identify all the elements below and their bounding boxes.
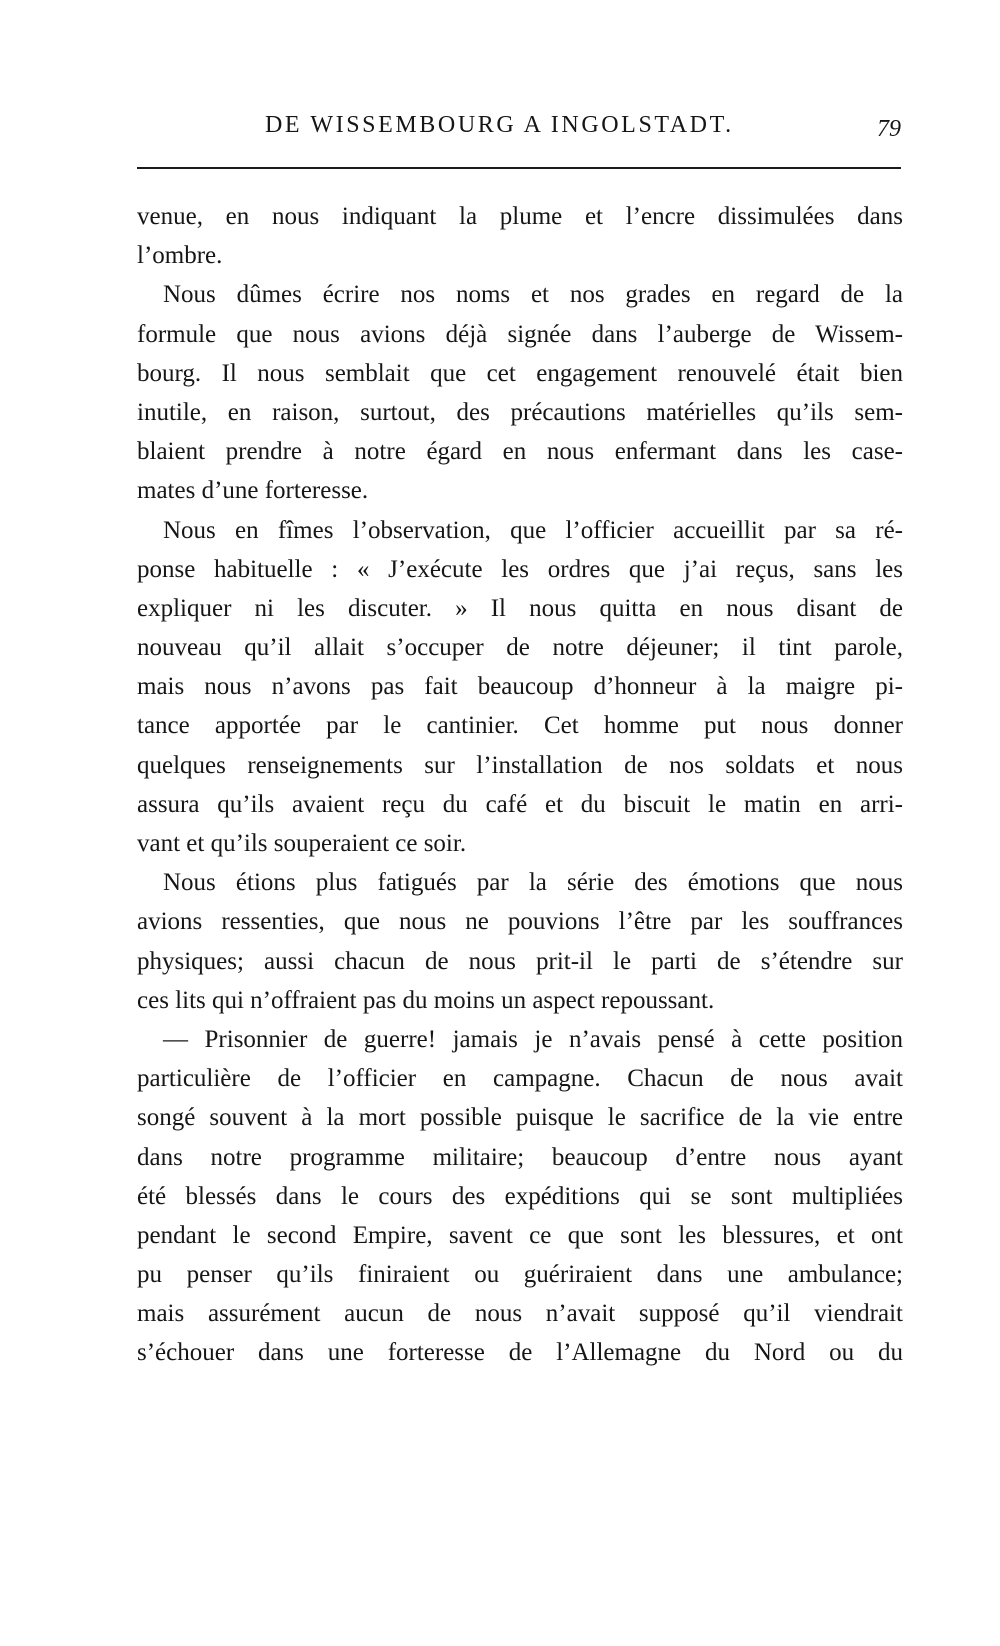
text-line: mais nous n’avons pas fait beaucoup d’honneur à la maigre pi- bbox=[137, 673, 903, 701]
text-line: vant et qu’ils souperaient ce soir. bbox=[137, 830, 467, 857]
text-line: Nous dûmes écrire nos noms et nos grades en regard de la bbox=[163, 281, 903, 309]
text-line: venue, en nous indiquant la plume et l’encre dissimulées dans bbox=[137, 203, 903, 230]
text-line: assura qu’ils avaient reçu du café et du biscuit le matin en arri- bbox=[137, 790, 903, 818]
text-line: — Prisonnier de guerre! jamais je n’avais pensé à cette position bbox=[163, 1025, 903, 1053]
text-line: pendant le second Empire, savent ce que sont les blessures, et ont bbox=[137, 1221, 903, 1249]
body-text bbox=[137, 197, 903, 1373]
text-line: Nous étions plus fatigués par la série des émotions que nous bbox=[163, 869, 903, 897]
text-line: tance apportée par le cantinier. Cet homme put nous donner bbox=[137, 712, 903, 740]
page-number: 79 bbox=[877, 116, 901, 142]
text-line: physiques; aussi chacun de nous prit-il le parti de s’étendre sur bbox=[137, 947, 903, 975]
text-line: Nous en fîmes l’observation, que l’officier accueillit par sa ré- bbox=[163, 516, 903, 544]
text-line: ces lits qui n’offraient pas du moins un aspect repoussant. bbox=[137, 986, 715, 1014]
text-line: pu penser qu’ils finiraient ou guériraient dans une ambulance; bbox=[137, 1261, 903, 1289]
running-head bbox=[137, 112, 903, 152]
text-line: particulière de l’officier en campagne. Chacun de nous avait bbox=[137, 1065, 903, 1093]
text-line: blaient prendre à notre égard en nous enfermant dans les case- bbox=[137, 438, 903, 466]
text-line: ponse habituelle : « J’exécute les ordres que j’ai reçus, sans les bbox=[137, 555, 903, 583]
text-line: formule que nous avions déjà signée dans l’auberge de Wissem- bbox=[137, 320, 903, 348]
text-line: quelques renseignements sur l’installation de nos soldats et nous bbox=[137, 751, 903, 779]
header-rule bbox=[137, 167, 901, 169]
text-line: songé souvent à la mort possible puisque le sacrifice de la vie entre bbox=[137, 1104, 903, 1132]
text-line: dans notre programme militaire; beaucoup d’entre nous ayant bbox=[137, 1143, 903, 1171]
running-title: DE WISSEMBOURG A INGOLSTADT. bbox=[265, 112, 734, 138]
text-line: s’échouer dans une forteresse de l’Allemagne du Nord ou du bbox=[137, 1339, 903, 1367]
text-line: nouveau qu’il allait s’occuper de notre déjeuner; il tint parole, bbox=[137, 634, 903, 662]
text-line: été blessés dans le cours des expéditions qui se sont multipliées bbox=[137, 1182, 903, 1210]
text-line: mais assurément aucun de nous n’avait supposé qu’il viendrait bbox=[137, 1300, 903, 1328]
text-line: expliquer ni les discuter. » Il nous quitta en nous disant de bbox=[137, 594, 903, 622]
text-line: l’ombre. bbox=[137, 242, 223, 270]
text-line: avions ressenties, que nous ne pouvions l’être par les souffrances bbox=[137, 908, 903, 936]
text-line: bourg. Il nous semblait que cet engagement renouvelé était bien bbox=[137, 359, 903, 387]
text-line: mates d’une forteresse. bbox=[137, 477, 369, 505]
text-line: inutile, en raison, surtout, des précautions matérielles qu’ils sem- bbox=[137, 398, 903, 426]
